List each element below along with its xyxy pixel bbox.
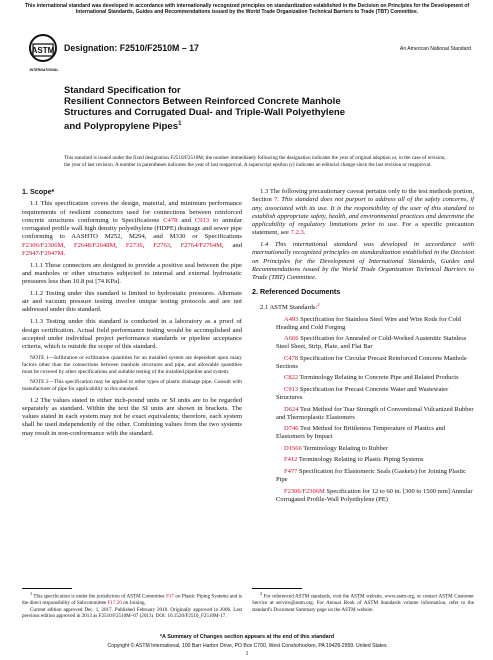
astm-logo-icon <box>28 32 58 70</box>
page-number: 1 <box>245 651 249 657</box>
svg-text:ASTM: ASTM <box>31 46 55 55</box>
reference-title: Test Method for Brittleness Temperature of Plastics and Elastomers by Impact <box>276 425 445 441</box>
para-1-4: 1.4 This international standard was developed in accordance with internationally recognized principles on standardization established in the Decision on Principles for the Development of International Standards, Guides and Recommendations issued by the World Trade Organization Technical Barriers to Trade (TBT) Committee. <box>252 241 474 282</box>
reference-item <box>252 445 474 453</box>
right-column <box>252 188 474 507</box>
reference-item <box>252 425 474 441</box>
summary-of-changes-note: *A Summary of Changes section appears at the end of this standard <box>159 634 335 640</box>
reference-code-link[interactable]: D624 <box>284 405 299 413</box>
link-section-7[interactable]: 7 <box>274 196 278 204</box>
reference-item <box>252 335 474 351</box>
reference-code-link[interactable]: A493 <box>284 315 299 323</box>
para-1-1-1: 1.1.1 These connectors are designed to provide a positive seal between the pipe and manholes or other structures subjected to internal and external hydrostatic pressures less than 10.8 psi [74 KPa]. <box>22 261 242 286</box>
link-f17[interactable]: F17 <box>166 593 175 600</box>
link-c913[interactable]: C913 <box>194 216 210 224</box>
reference-title: Specification for Precast Concrete Water and Wastewater Structures <box>276 386 449 401</box>
reference-code-link[interactable]: C822 <box>284 374 299 382</box>
reference-item <box>252 468 474 484</box>
astm-standards-label: 2.1 ASTM Standards:$^2$ <box>260 301 320 311</box>
left-column <box>22 188 242 441</box>
reference-code-link[interactable]: A666 <box>284 335 299 343</box>
reference-title: Terminology Relating to Concrete Pipe and Related Products <box>298 374 459 382</box>
reference-item <box>252 355 474 371</box>
reference-title: Test Method for Tear Strength of Conventional Vulcanized Rubber and Thermoplastic Elastomers <box>276 405 474 421</box>
para-1-2: 1.2 The values stated in either inch-pound units or SI units are to be regarded separately as standard. Within the text the SI units are shown in brackets. The values stated in each system may not be exact equivalents; therefore, each system shall be used independently of the other. Combining values from the two systems may result in non-conformance with the standard. <box>22 396 242 437</box>
link-f2764[interactable]: F2764/F2764M <box>180 241 222 249</box>
link-f2763[interactable]: F2763 <box>153 241 171 249</box>
footnote-rule-right <box>252 588 302 589</box>
link-f2648[interactable]: F2648/F2648M <box>73 241 116 249</box>
reference-item <box>252 386 474 402</box>
footnote-2-ref[interactable]: 2 <box>317 301 320 307</box>
footnote-rule-left <box>22 588 72 589</box>
note-1: NOTE 1—Infiltration or exfiltration quantities for an installed system are dependent upon many factors other than the connections between manhole structures and pipe, and allowable quantities must be covered by other specifications and suitable testing of the installed pipeline and system. <box>22 354 242 375</box>
reference-title: Specification for Circular Precast Reinforced Concrete Manhole Sections <box>276 354 467 370</box>
note-2: NOTE 2—This specification may be applied to other types of plastic drainage pipe. Consult with manufacturer of pipe for applicability to this standard. <box>22 379 242 393</box>
copyright: Copyright © ASTM International, 100 Barr Harbor Drive, PO Box C700, West Conshohocken, PA 19428-2959. United States <box>107 643 387 649</box>
referenced-documents-heading: 2. Referenced Documents <box>252 287 341 297</box>
para-1-1: 1.1 This specification covers the design, material, and minimum performance requirements of resilient connectors used for connections between reinforced concrete structures conforming to Specifications C478 and C913 to annular corrugated profile wall high density polyethylene (HDPE) drainage and sewer pipe conforming to AASHTO M252, M294, and M330 or Specifications F2306/F2306M, F2648/F2648M, F2736, F2763, F2764/F2764M, and F2947/F2947M. <box>22 200 243 257</box>
title-prefix: Standard Specification for <box>64 84 181 95</box>
reference-item <box>252 456 474 464</box>
tbt-notice: This international standard was developed in accordance with internationally recognized principles on standardization established in the Decision on Principles for the Development of International Standards, Guides and Recommendations issued by the World Trade Organization Technical Barriers to Trade (TBT) Committee. <box>24 3 470 16</box>
reference-title: Specification for Annealed or Cold-Worked Austenitic Stainless Steel Sheet, Strip, Plate, and Flat Bar <box>276 335 467 351</box>
reference-title: Specification for Elastomeric Seals (Gaskets) for Joining Plastic Pipe <box>276 467 466 483</box>
reference-code-link[interactable]: F2306/F2306M <box>284 487 325 495</box>
para-1-3: 1.3 The following precautionary caveat pertains only to the test methods portion, Section 7. This standard does not purport to address all of the safety concerns, if any, associated with its use. It is the responsibility of the user of this standard to establish appropriate safety, health, and environmental practices and determine the applicability of regulatory limitations prior to use. For a specific precaution statement, see 7.2.3. <box>252 188 475 237</box>
reference-title: Terminology Relating to Plastic Piping Systems <box>297 456 424 464</box>
link-c478[interactable]: C478 <box>163 216 178 224</box>
document-title <box>64 84 364 132</box>
link-f2736[interactable]: F2736 <box>125 241 143 249</box>
title-main: Resilient Connectors Between Reinforced Concrete Manhole Structures and Corrugated Dual- and Triple-Wall Polyethylene and Polypropylene Pipes$^1$ <box>64 95 346 132</box>
link-f2306[interactable]: F2306/F2306M <box>22 241 64 249</box>
scope-heading: 1. Scope* <box>22 187 55 196</box>
reference-code-link[interactable]: D746 <box>284 425 299 433</box>
reference-title: Terminology Relating to Rubber <box>301 444 388 452</box>
link-7-2-3[interactable]: 7.2.3 <box>290 229 304 237</box>
designation: Designation: F2510/F2510M – 17 <box>64 43 199 53</box>
reference-code-link[interactable]: F412 <box>284 456 298 464</box>
reference-item <box>252 316 474 332</box>
reference-code-link[interactable]: D1566 <box>284 444 302 452</box>
logo-text: INTERNATIONAL <box>29 68 59 72</box>
reference-code-link[interactable]: F477 <box>284 467 298 475</box>
link-f17-20[interactable]: F17.20 <box>107 600 122 607</box>
footnote-2: $^2$ For referenced ASTM standards, visit the ASTM website, www.astm.org, or contact ASTM Customer Service at service@astm.org. For Annual Book of ASTM Standards volume information, refer to the standard's Document Summary page on the ASTM website. <box>252 591 474 613</box>
para-1-1-2: 1.1.2 Testing under this standard is limited to hydrostatic pressures. Alternate air and vacuum pressure testing involve unique testing protocols and are not addressed under this standard. <box>22 289 242 314</box>
american-national-standard-label: An American National Standard <box>399 46 471 52</box>
reference-item <box>252 406 474 422</box>
reference-title: Specification for Stainless Steel Wire and Wire Rods for Cold Heading and Cold Forging <box>276 315 461 331</box>
reference-list <box>252 316 474 504</box>
link-f2947[interactable]: F2947/F2947M <box>22 249 64 257</box>
reference-title: Specification for 12 to 60 in. [300 to 1500 mm] Annular Corrugated Profile-Wall Polyethylene (PE) <box>276 487 473 503</box>
issuance-note: This standard is issued under the fixed designation F2510/F2510M; the number immediately following the designation indicates the year of original adoption or, in the case of revision, the year of last revision. A number in parentheses indicates the year of last reapproval. A superscript epsilon (ε) indicates an editorial change since the last revision or reapproval. <box>64 155 446 168</box>
reference-item <box>252 488 474 504</box>
reference-item <box>252 374 474 382</box>
footnote-1: $^1$ This specification is under the jurisdiction of ASTM Committee F17 on Plastic Piping Systems and is the direct responsibility of Subcommittee F17.20 on Joining. Current edition approved Dec. 1, 2017. Published February 2018. Originally approved in 2006. Last previous edition approved in 2013 as F2510/F2510M–07 (2013). DOI: 10.1520/F2510_F2510M-17. <box>22 591 242 620</box>
reference-code-link[interactable]: C478 <box>284 354 299 362</box>
para-1-1-3: 1.1.3 Testing under this standard is conducted in a laboratory as a proof of design certification. Actual field performance testing would be accomplished and accepted under individual project performance standards or pipeline acceptance criteria, which is outside the scope of this standard. <box>22 318 242 351</box>
reference-code-link[interactable]: C913 <box>284 386 299 393</box>
